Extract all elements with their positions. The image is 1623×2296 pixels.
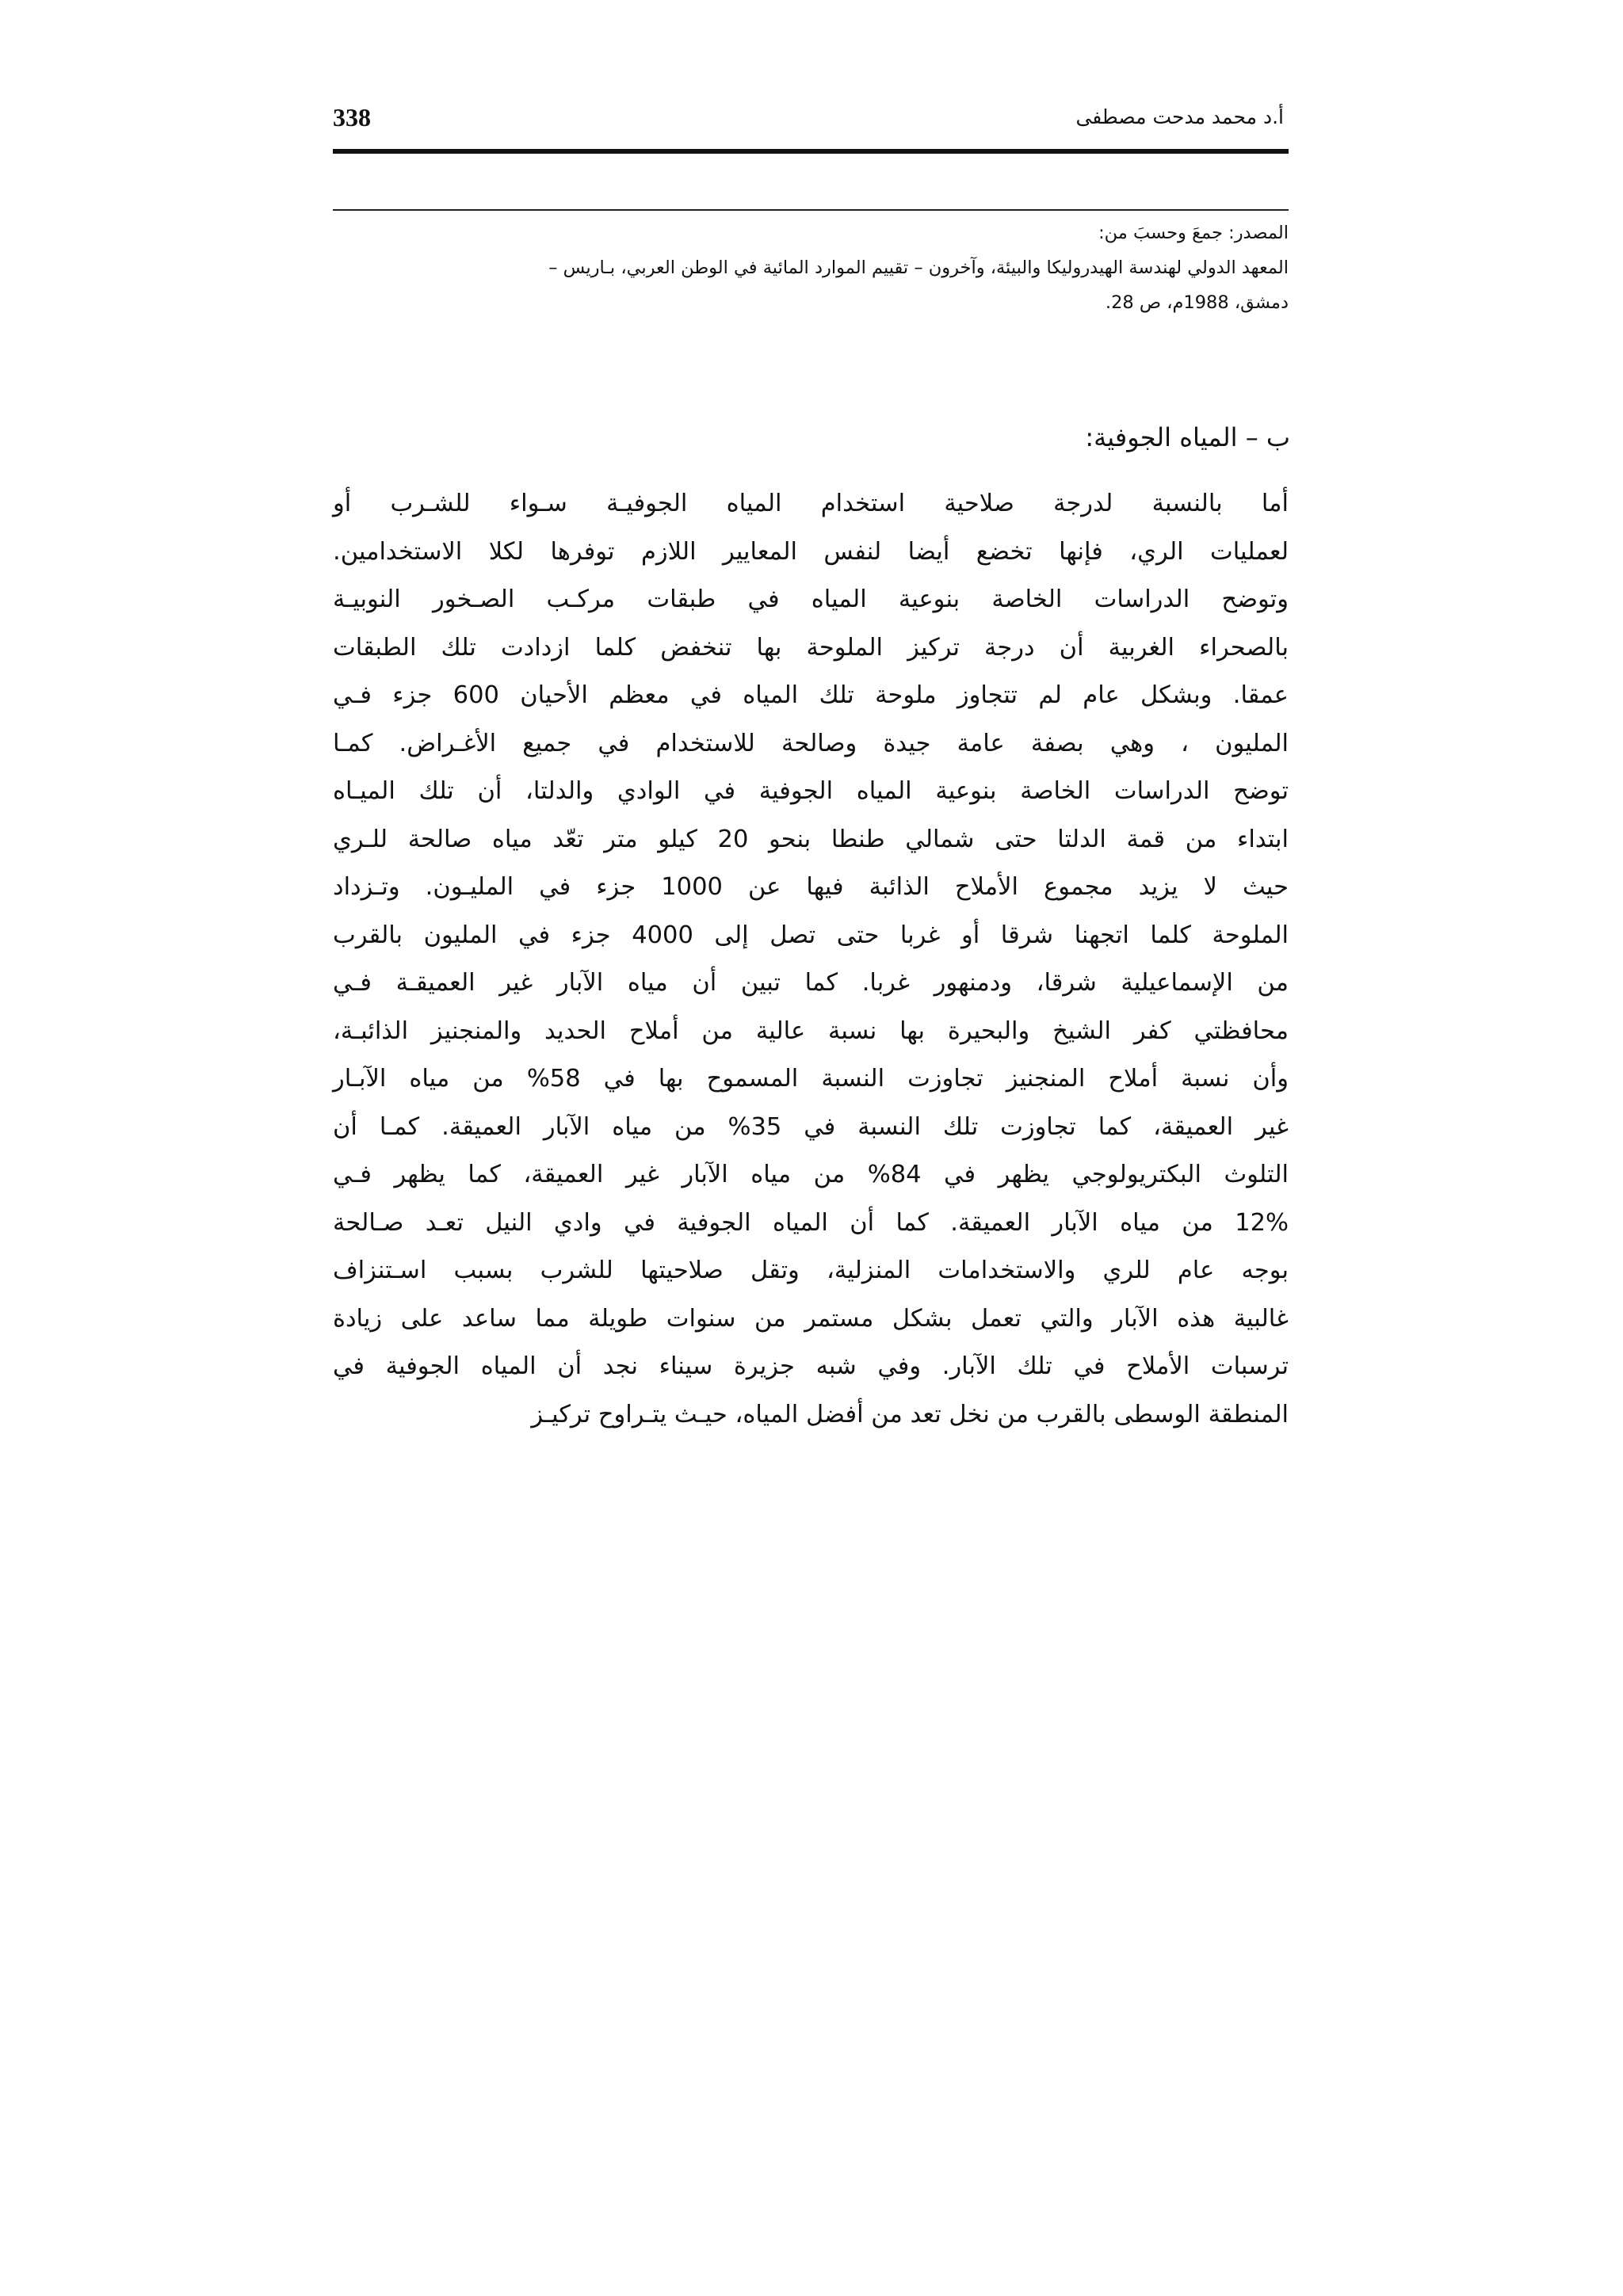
paragraph-line: ابتداء من قمة الدلتا حتى شمالي طنطا بنحو 20 كيلو متر تعّد مياه صالحة للـري <box>333 825 1289 853</box>
paragraph-line: غالبية هذه الآبار والتي تعمل بشكل مستمر من سنوات طويلة مما ساعد على زيادة <box>333 1304 1289 1333</box>
paragraph-line: أما بالنسبة لدرجة صلاحية استخدام المياه الجوفيـة سـواء للشـرب أو <box>333 490 1289 517</box>
paragraph-line: توضح الدراسات الخاصة بنوعية المياه الجوفية في الوادي والدلتا، أن تلك الميـاه <box>333 777 1289 805</box>
source-rule <box>333 209 1289 211</box>
paragraph-line: لعمليات الري، فإنها تخضع أيضا لنفس المعايير اللازم توفرها لكلا الاستخدامين. <box>333 537 1289 566</box>
paragraph-line: محافظتي كفر الشيخ والبحيرة بها نسبة عالية من أملاح الحديد والمنجنيز الذائبـة، <box>333 1016 1289 1045</box>
paragraph-line: من الإسماعيلية شرقا، ودمنهور غربا. كما تبين أن مياه الآبار غير العميقـة فـي <box>333 969 1289 997</box>
paragraph-line: غير العميقة، كما تجاوزت تلك النسبة في 35% من مياه الآبار العميقة. كمـا أن <box>333 1112 1289 1141</box>
paragraph-line: حيث لا يزيد مجموع الأملاح الذائبة فيها عن 1000 جزء في المليـون. وتـزداد <box>333 873 1289 901</box>
paragraph-line: بالصحراء الغربية أن درجة تركيز الملوحة بها تنخفض كلما ازدادت تلك الطبقات <box>333 633 1289 662</box>
page-number: 338 <box>333 103 371 132</box>
paragraph-line: وتوضح الدراسات الخاصة بنوعية المياه في طبقات مركـب الصـخور النوبيـة <box>333 585 1289 613</box>
paragraph-line: بوجه عام للري والاستخدامات المنزلية، وتقل صلاحيتها للشرب بسبب اسـتنزاف <box>333 1257 1289 1284</box>
section-heading: ب – المياه الجوفية: <box>1085 422 1290 452</box>
header-rule <box>333 149 1289 154</box>
running-header-author: أ.د محمد مدحت مصطفى <box>1075 105 1284 128</box>
source-line-1: المعهد الدولي لهندسة الهيدروليكا والبيئة، وآخرون – تقييم الموارد المائية في الوطن العربي، بـاريس – <box>548 257 1289 278</box>
source-note <box>333 215 1289 320</box>
source-line-2: دمشق، 1988م، ص 28. <box>1105 292 1289 313</box>
source-label: المصدر: جمعَ وحسبَ من: <box>1098 223 1289 243</box>
paragraph-line: المليون ، وهي بصفة عامة جيدة وصالحة للاستخدام في جميع الأغـراض. كمـا <box>333 729 1289 757</box>
paragraph-line: الملوحة كلما اتجهنا شرقا أو غربا حتى تصل إلى 4000 جزء في المليون بالقرب <box>333 921 1289 949</box>
paragraph-line: 12% من مياه الآبار العميقة. كما أن المياه الجوفية في وادي النيل تعـد صـالحة <box>333 1208 1289 1237</box>
paragraph-line: ترسبات الأملاح في تلك الآبار. وفي شبه جزيرة سيناء نجد أن المياه الجوفية في <box>333 1352 1289 1380</box>
paragraph-line: عمقا. وبشكل عام لم تتجاوز ملوحة تلك المياه في معظم الأحيان 600 جزء فـي <box>333 681 1289 709</box>
paragraph-line: المنطقة الوسطى بالقرب من نخل تعد من أفضل المياه، حيـث يتـراوح تركيـز <box>531 1400 1289 1428</box>
page-header <box>333 101 1284 146</box>
body-paragraph <box>333 480 1289 1439</box>
paragraph-line: وأن نسبة أملاح المنجنيز تجاوزت النسبة المسموح بها في 58% من مياه الآبـار <box>333 1065 1289 1093</box>
paragraph-line: التلوث البكتريولوجي يظهر في 84% من مياه الآبار غير العميقة، كما يظهر فـي <box>333 1161 1289 1188</box>
